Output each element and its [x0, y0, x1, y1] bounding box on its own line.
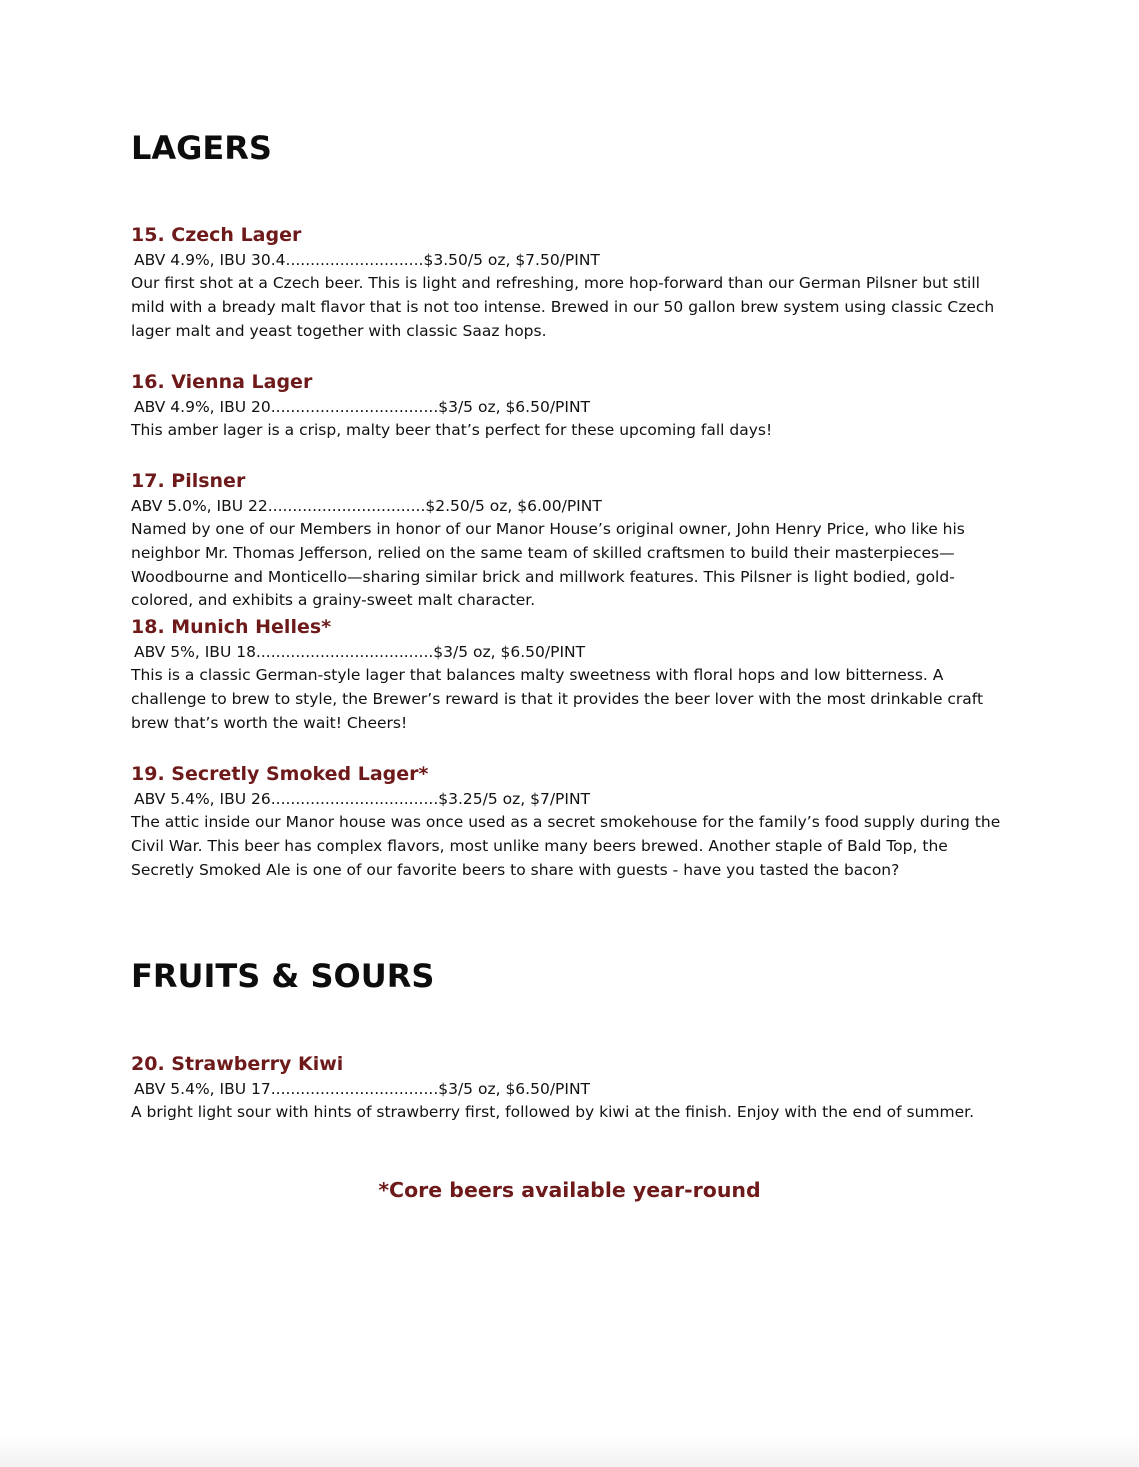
beer-name: 15. Czech Lager [131, 224, 302, 246]
beer-specs: ABV 5%, IBU 18....................................$3/5 oz, $6.50/PINT [134, 643, 586, 661]
beer-name: 17. Pilsner [131, 470, 246, 492]
beer-description: This is a classic German-style lager that balances malty sweetness with floral hops and low bitterness. A challenge to brew to style, the Brewer’s reward is that it provides the beer lover with the most drinkable craft brew that’s worth the wait! Cheers! [131, 666, 984, 732]
beer-name: 20. Strawberry Kiwi [131, 1053, 344, 1075]
beer-name: 16. Vienna Lager [131, 371, 313, 393]
beer-specs: ABV 5.0%, IBU 22................................$2.50/5 oz, $6.00/PINT [131, 497, 602, 515]
section-title-lagers: LAGERS [131, 129, 272, 167]
beer-item-czech-lager [131, 222, 1011, 343]
beer-name: 18. Munich Helles* [131, 616, 332, 638]
section-title-fruits-sours: FRUITS & SOURS [131, 957, 435, 995]
beer-specs: ABV 5.4%, IBU 26..................................$3.25/5 oz, $7/PINT [134, 790, 591, 808]
beer-item-pilsner [131, 468, 1011, 613]
beer-description: The attic inside our Manor house was once used as a secret smokehouse for the family’s food supply during the Civil War. This beer has complex flavors, most unlike many beers brewed. Another staple of Bald Top, the Secretly Smoked Ale is one of our favorite beers to share with guests - have you tasted the bacon? [131, 813, 1001, 879]
beer-description: Our first shot at a Czech beer. This is light and refreshing, more hop-forward than our German Pilsner but still mild with a bready malt flavor that is not too intense. Brewed in our 50 gallon brew system using classic Czech lager malt and yeast together with classic Saaz hops. [131, 274, 995, 340]
beer-description: This amber lager is a crisp, malty beer that’s perfect for these upcoming fall days! [131, 421, 773, 439]
beer-item-munich-helles [131, 614, 1011, 735]
beer-name: 19. Secretly Smoked Lager* [131, 763, 429, 785]
beer-description: A bright light sour with hints of strawberry first, followed by kiwi at the finish. Enjoy with the end of summer. [131, 1103, 975, 1121]
beer-item-secretly-smoked-lager [131, 761, 1011, 882]
beer-specs: ABV 5.4%, IBU 17..................................$3/5 oz, $6.50/PINT [134, 1080, 591, 1098]
beer-specs: ABV 4.9%, IBU 20..................................$3/5 oz, $6.50/PINT [134, 398, 591, 416]
core-beers-footnote: *Core beers available year-round [378, 1178, 761, 1202]
beer-item-vienna-lager [131, 369, 1011, 443]
beer-specs: ABV 4.9%, IBU 30.4............................$3.50/5 oz, $7.50/PINT [134, 251, 600, 269]
beer-item-strawberry-kiwi [131, 1051, 1011, 1125]
beer-description: Named by one of our Members in honor of our Manor House’s original owner, John Henry Price, who like his neighbor Mr. Thomas Jefferson, relied on the same team of skilled craftsmen to build their masterpieces—Woodbourne and Monticello—sharing similar brick and millwork features. This Pilsner is light bodied, gold-colored, and exhibits a grainy-sweet malt character. [131, 520, 965, 610]
